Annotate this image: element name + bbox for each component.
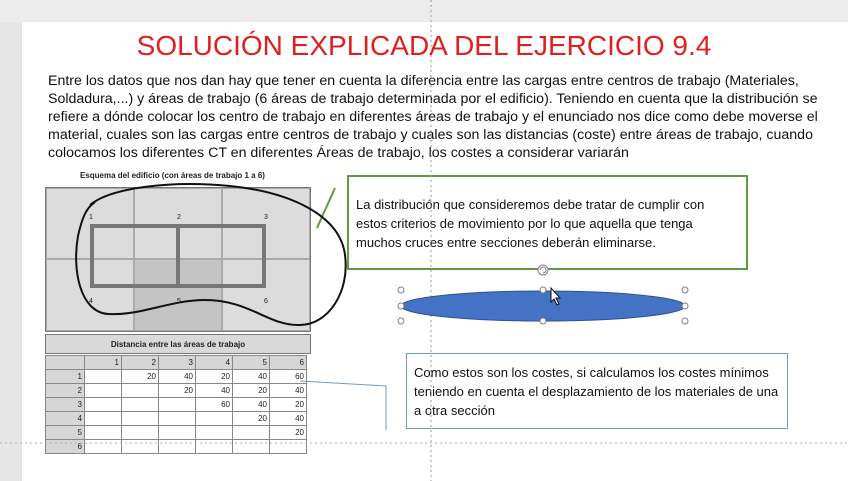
area-number-1: 1 (89, 214, 93, 221)
table-cell: 40 (233, 370, 270, 384)
freehand-ink-loop (76, 184, 346, 325)
row-header-cell: 3 (46, 398, 85, 412)
table-header-cell: 1 (85, 356, 122, 370)
blue-ellipse-shape[interactable] (401, 291, 685, 321)
connector-line-blue (300, 381, 386, 430)
table-cell: 20 (233, 412, 270, 426)
table-cell: 20 (270, 398, 307, 412)
row-header-cell: 4 (46, 412, 85, 426)
slide-title[interactable]: SOLUCIÓN EXPLICADA DEL EJERCICIO 9.4 (136, 30, 712, 61)
row-header-cell: 1 (46, 370, 85, 384)
table-cell: 20 (233, 384, 270, 398)
table-header-cell: 4 (196, 356, 233, 370)
row-header-cell: 2 (46, 384, 85, 398)
callout-costs[interactable]: Como estos son los costes, si calculamos los costes mínimos teniendo en cuenta el desplazamiento de los materiales de una a otra sección (406, 353, 788, 429)
distance-table-caption: Distancia entre las áreas de trabajo (45, 334, 311, 354)
table-cell: 20 (196, 370, 233, 384)
area-number-6: 6 (264, 298, 268, 305)
area-number-2: 2 (177, 214, 181, 221)
table-header-cell: 3 (159, 356, 196, 370)
area-number-3: 3 (264, 214, 268, 221)
table-cell: 40 (270, 384, 307, 398)
callout-criteria[interactable]: La distribución que consideremos debe tratar de cumplir con estos criterios de movimiento por lo que aquella que tenga muchos cruces entre secciones deberán eliminarse. (347, 175, 748, 270)
row-header-cell: 6 (46, 440, 85, 454)
table-cell: 60 (196, 398, 233, 412)
row-header-cell: 5 (46, 426, 85, 440)
table-cell: 40 (270, 412, 307, 426)
area-number-5: 5 (177, 298, 181, 305)
table-cell: 40 (233, 398, 270, 412)
table-header-cell: 6 (270, 356, 307, 370)
explanation-paragraph[interactable]: Entre los datos que nos dan hay que tener en cuenta la diferencia entre las cargas entre centros de trabajo (Materiales, Soldadura,...) y áreas de trabajo (6 áreas de trabajo determinada por el edificio). Teniendo en cuenta que la distribución se refiere a dónde colocar los centro de trabajo en diferentes áreas de trabajo y el enunciado nos dice como debe moverse el material, cuales son las cargas entre centros de trabajo y cuales son las distancias (coste) entre áreas de trabajo, cuando colocamos los diferentes CT en diferentes Áreas de trabajo, los costes a considerar variarán (48, 73, 818, 161)
building-figure-caption: Esquema del edificio (con áreas de trabajo 1 a 6) (80, 171, 265, 180)
table-cell: 40 (159, 370, 196, 384)
table-cell: 60 (270, 370, 307, 384)
rotate-handle-icon[interactable] (538, 265, 548, 275)
table-header-cell: 2 (122, 356, 159, 370)
table-header-cell: 5 (233, 356, 270, 370)
table-cell: 20 (122, 370, 159, 384)
table-cell: 40 (196, 384, 233, 398)
connector-line-green (317, 188, 335, 228)
area-number-4: 4 (89, 298, 93, 305)
table-cell: 20 (159, 384, 196, 398)
table-cell: 20 (270, 426, 307, 440)
